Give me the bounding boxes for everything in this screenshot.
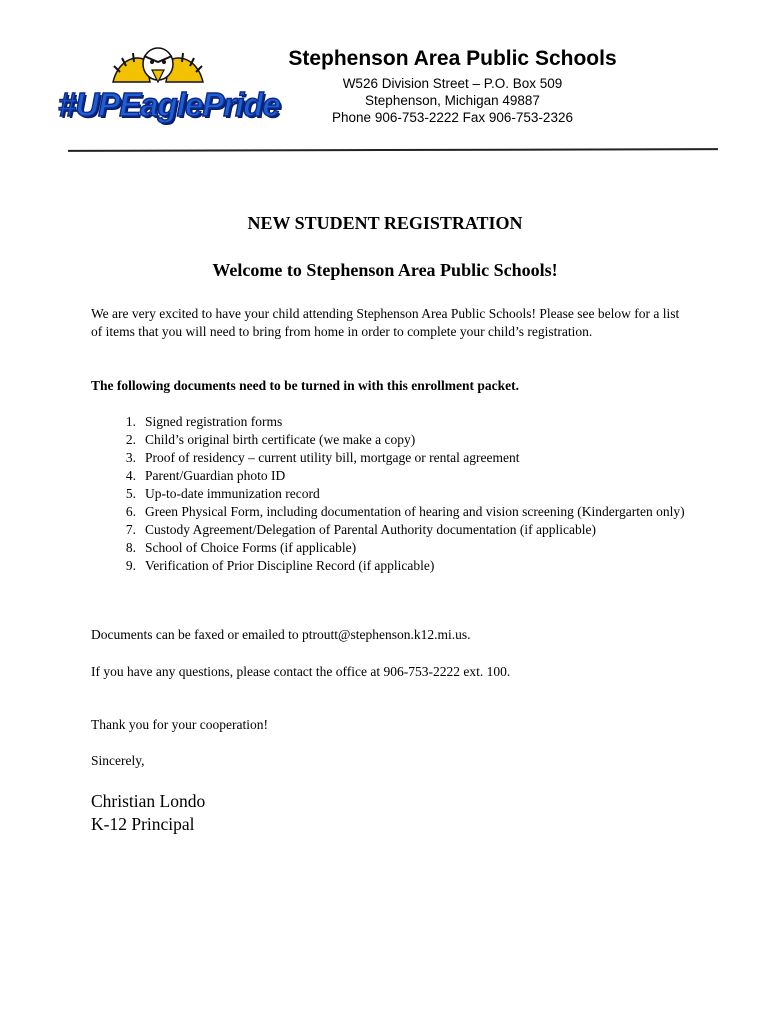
welcome-heading: Welcome to Stephenson Area Public Schools! [212, 260, 558, 280]
list-item-number: 7. [125, 522, 136, 537]
list-item [91, 485, 691, 503]
contact-line: Phone 906-753-2222 Fax 906-753-2326 [332, 110, 573, 125]
list-item-number: 1. [125, 414, 136, 429]
list-item [91, 431, 691, 449]
list-item-text: Signed registration forms [145, 414, 283, 429]
address-line-1: W526 Division Street – P.O. Box 509 [342, 76, 563, 91]
list-item-number: 6. [125, 504, 136, 519]
letter-title: NEW STUDENT REGISTRATION [247, 213, 523, 233]
list-item-text: School of Choice Forms (if applicable) [145, 540, 357, 555]
logo-hashtag: #UPEaglePride [58, 86, 280, 123]
list-item-text: Proof of residency – current utility bill, mortgage or rental agreement [145, 450, 520, 465]
list-item [91, 557, 691, 575]
list-item-number: 4. [125, 468, 136, 483]
list-item-text: Child’s original birth certificate (we make a copy) [145, 432, 416, 447]
thank-you-line: Thank you for your cooperation! [91, 717, 268, 732]
list-item-text: Green Physical Form, including documentation of hearing and vision screening (Kindergarten only) [145, 504, 685, 519]
list-item-number: 9. [125, 558, 136, 573]
signer-title: K-12 Principal [91, 814, 195, 834]
intro-paragraph: We are very excited to have your child attending Stephenson Area Public Schools! Please see below for a list of items that you will need to bring from home in order to complete your child’s registration. [91, 306, 680, 339]
required-documents-list [91, 413, 691, 575]
list-item-text: Parent/Guardian photo ID [145, 468, 286, 483]
questions-note: If you have any questions, please contact the office at 906-753-2222 ext. 100. [91, 664, 511, 679]
list-item-number: 3. [125, 450, 136, 465]
school-name: Stephenson Area Public Schools [288, 47, 617, 70]
signer-name: Christian Londo [91, 791, 206, 811]
list-item-text: Up-to-date immunization record [145, 486, 320, 501]
school-logo [58, 42, 280, 128]
list-item [91, 449, 691, 467]
list-item [91, 539, 691, 557]
list-item-number: 8. [125, 540, 136, 555]
header-divider [68, 148, 718, 151]
list-item-text: Verification of Prior Discipline Record (if applicable) [145, 558, 435, 573]
closing-line: Sincerely, [91, 753, 145, 768]
list-item-text: Custody Agreement/Delegation of Parental Authority documentation (if applicable) [145, 522, 597, 537]
list-item [91, 521, 691, 539]
list-item-number: 2. [125, 432, 136, 447]
list-item [91, 503, 691, 521]
documents-heading: The following documents need to be turned in with this enrollment packet. [91, 378, 520, 393]
list-item [91, 467, 691, 485]
fax-email-note: Documents can be faxed or emailed to ptroutt@stephenson.k12.mi.us. [91, 627, 471, 642]
address-line-2: Stephenson, Michigan 49887 [365, 93, 540, 108]
list-item [91, 413, 691, 431]
list-item-number: 5. [125, 486, 136, 501]
